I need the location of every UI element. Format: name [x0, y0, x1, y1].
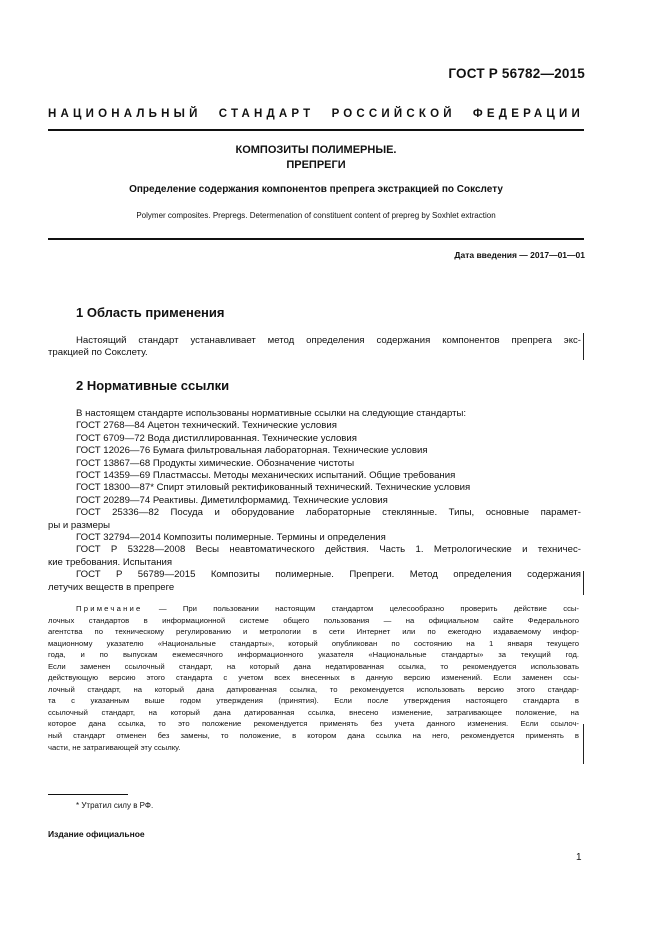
- section-1-heading: 1 Область применения: [76, 305, 225, 320]
- reference-item: ры и размеры: [48, 519, 111, 531]
- banner-word: РОССИЙСКОЙ: [331, 108, 456, 120]
- reference-item: ГОСТ Р 53228—2008 Весы неавтоматического действия. Часть 1. Метрологические и техничес-: [76, 544, 581, 556]
- reference-item: ГОСТ 6709—72 Вода дистиллированная. Технические условия: [76, 432, 357, 444]
- title-line: КОМПОЗИТЫ ПОЛИМЕРНЫЕ.: [235, 144, 397, 156]
- reference-item: ГОСТ 13867—68 Продукты химические. Обозначение чистоты: [76, 457, 355, 469]
- reference-item: кие требования. Испытания: [48, 556, 173, 568]
- intro-date: Дата введения — 2017—01—01: [454, 250, 585, 260]
- note-line: агентства по техническому регулированию и метрологии в сети Интернет или по ежегодно издаваемому инфор-: [48, 627, 579, 637]
- note-line: Если заменен ссылочный стандарт, на который дана недатированная ссылка, то рекомендуется использовать: [48, 661, 579, 671]
- footnote-rule: [48, 794, 128, 795]
- change-bar: [583, 571, 584, 595]
- note-line: ный стандарт отменен без замены, то положение, в котором дана ссылка на него, рекомендуется применять в: [48, 731, 579, 741]
- section-2-body: [48, 408, 581, 594]
- note-line: части, не затрагивающей эту ссылку.: [48, 742, 181, 752]
- reference-item: ГОСТ 14359—69 Пластмассы. Методы механических испытаний. Общие требования: [76, 470, 456, 482]
- section-2-heading: 2 Нормативные ссылки: [76, 378, 230, 393]
- note-block: [48, 603, 579, 753]
- note-line: действующую версию этого стандарта с учетом всех внесенных в данную версию изменений. Если заменен ссы-: [48, 673, 579, 683]
- reference-item: ГОСТ 20289—74 Реактивы. Диметилформамид. Технические условия: [76, 494, 388, 506]
- reference-item: ГОСТ 18300—87* Спирт этиловый ректификованный технический. Технические условия: [76, 482, 471, 494]
- reference-item: ГОСТ 2768—84 Ацетон технический. Технические условия: [76, 420, 337, 432]
- text-line: Настоящий стандарт устанавливает метод определения содержания компонентов препрега экс-: [76, 335, 581, 346]
- reference-item: ГОСТ 12026—76 Бумага фильтровальная лабораторная. Технические условия: [76, 445, 428, 457]
- reference-item: ГОСТ 25336—82 Посуда и оборудование лабораторные стеклянные. Типы, основные парамет-: [76, 507, 581, 519]
- national-standard-banner: [48, 108, 584, 120]
- footnote: * Утратил силу в РФ.: [76, 801, 154, 810]
- note-line: лочный стандарт, на который дана датированная ссылка, то рекомендуется использовать версию этого стандар-: [48, 684, 579, 694]
- banner-word: СТАНДАРТ: [218, 108, 315, 120]
- note-text: — При пользовании настоящим стандартом целесообразно проверить действие ссы-: [142, 604, 579, 613]
- note-line: та с указанным выше годом утверждения (принятия). Если после утверждения настоящего стандарта в: [48, 696, 579, 706]
- title-line: ПРЕПРЕГИ: [286, 159, 346, 171]
- standard-code: ГОСТ Р 56782—2015: [448, 66, 585, 81]
- banner-word: ФЕДЕРАЦИИ: [472, 108, 584, 120]
- reference-item: летучих веществ в препреге: [48, 581, 175, 593]
- banner-word: НАЦИОНАЛЬНЫЙ: [48, 108, 202, 120]
- change-bar: [583, 333, 584, 360]
- english-title: Polymer composites. Prepregs. Determenation of constituent content of prepreg by Soxhlet extraction: [136, 211, 496, 220]
- note-label: Примечание: [76, 604, 143, 613]
- change-bar: [583, 724, 584, 764]
- reference-item: ГОСТ 32794—2014 Композиты полимерные. Термины и определения: [76, 532, 386, 544]
- middle-rule: [48, 238, 584, 240]
- document-subtitle: Определение содержания компонентов препрега экстракцией по Сокслету: [129, 184, 503, 195]
- official-edition-label: Издание официальное: [48, 829, 145, 839]
- section-1-body: [48, 335, 581, 360]
- top-rule: [48, 129, 584, 131]
- note-line: года, и по выпускам ежемесячного информационного указателя «Национальные стандарты» за текущий год.: [48, 650, 579, 660]
- note-line: которое дана ссылка, то это положение рекомендуется применять без учета данного изменения. Если ссылоч-: [48, 719, 579, 729]
- note-line: лочных стандартов в информационной системе общего пользования — на официальном сайте Федерального: [48, 615, 579, 625]
- text-line: В настоящем стандарте использованы нормативные ссылки на следующие стандарты:: [76, 408, 467, 419]
- page-number: 1: [576, 852, 582, 863]
- text-line: тракцией по Сокслету.: [48, 347, 148, 359]
- note-line: мационному указателю «Национальные стандарты», который опубликован по состоянию на 1 января текущего: [48, 638, 579, 648]
- reference-item: ГОСТ Р 56789—2015 Композиты полимерные. Препреги. Метод определения содержания: [76, 569, 581, 581]
- document-title: [48, 143, 584, 173]
- note-line: ссылочный стандарт, на который дана датированная ссылка, внесено изменение, затрагивающее положение, на: [48, 707, 579, 717]
- note-line: [76, 603, 579, 615]
